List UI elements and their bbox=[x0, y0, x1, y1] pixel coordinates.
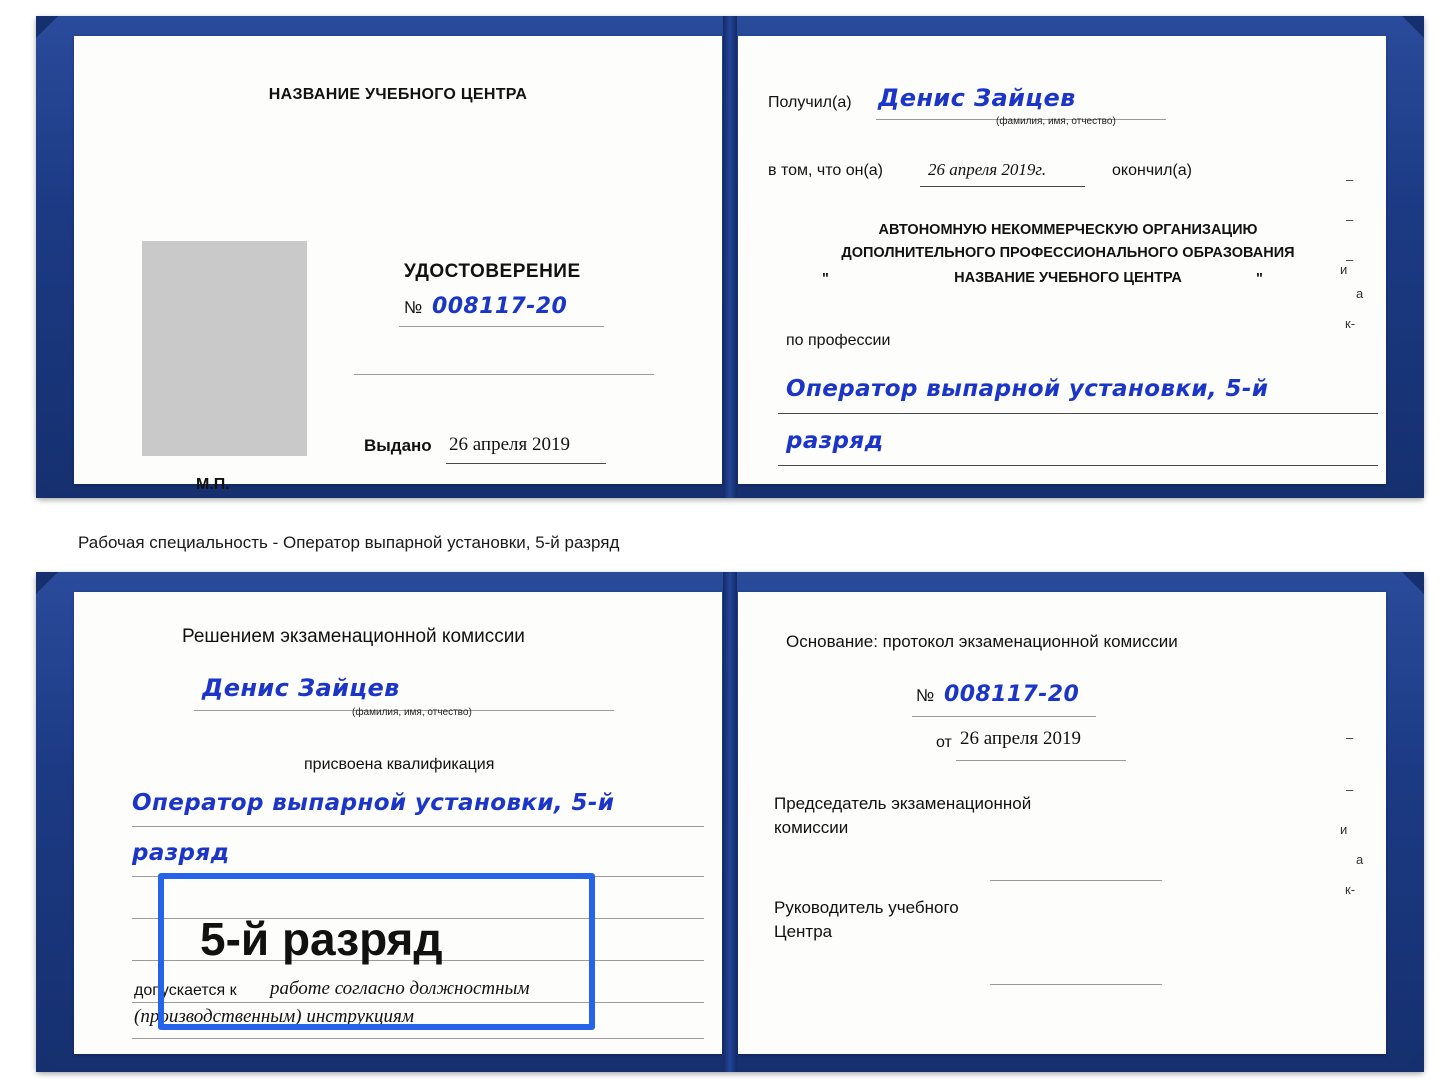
certificate-number-symbol: № bbox=[404, 298, 423, 317]
organization-quote-open: " bbox=[822, 271, 829, 287]
issued-label: Выдано bbox=[364, 436, 432, 455]
edge-mark-top-4: и bbox=[1340, 262, 1348, 277]
protocol-number-symbol: № bbox=[916, 686, 935, 705]
holder-name-hint: (фамилия, имя, отчество) bbox=[352, 707, 472, 718]
certificate-top-book bbox=[36, 16, 1424, 498]
book-corner-bottom-br bbox=[1402, 1050, 1424, 1072]
head-signature-rule bbox=[990, 984, 1162, 985]
book-spine bbox=[723, 16, 737, 498]
highlight-label: 5-й разряд bbox=[200, 913, 443, 965]
certificate-top-left-leaf bbox=[74, 36, 722, 493]
qualification-line-2: разряд bbox=[132, 840, 230, 866]
training-center-header: НАЗВАНИЕ УЧЕБНОГО ЦЕНТРА bbox=[268, 86, 528, 103]
stamp-label: М.П. bbox=[196, 476, 230, 493]
protocol-date-prefix: от bbox=[936, 734, 952, 751]
basis-label: Основание: протокол экзаменационной комиссии bbox=[786, 632, 1178, 651]
book-corner-bottom-bl bbox=[36, 1050, 58, 1072]
edge-mark-bottom-3: и bbox=[1340, 822, 1348, 837]
that-he-label: в том, что он(а) bbox=[768, 162, 883, 179]
protocol-date-value: 26 апреля 2019 bbox=[960, 728, 1082, 749]
blank-rule-1 bbox=[354, 374, 654, 375]
completed-date: 26 апреля 2019г. bbox=[928, 160, 1047, 179]
organization-name: НАЗВАНИЕ УЧЕБНОГО ЦЕНТРА bbox=[954, 270, 1182, 286]
book-corner-tr bbox=[1402, 16, 1424, 38]
book-corner-br bbox=[1402, 476, 1424, 498]
allowed-line-2: (производственным) инструкциям bbox=[134, 1006, 414, 1027]
organization-line-1: АВТОНОМНУЮ НЕКОММЕРЧЕСКУЮ ОРГАНИЗАЦИЮ bbox=[878, 222, 1258, 238]
issued-date: 26 апреля 2019 bbox=[449, 434, 571, 455]
organization-quote-close: " bbox=[1256, 271, 1263, 287]
edge-mark-bottom-4: а bbox=[1356, 852, 1364, 867]
qualification-rule-1 bbox=[132, 826, 704, 827]
completed-date-rule bbox=[920, 186, 1085, 187]
edge-mark-top-6: к- bbox=[1345, 316, 1356, 331]
organization-line-2: ДОПОЛНИТЕЛЬНОГО ПРОФЕССИОНАЛЬНОГО ОБРАЗОВАНИЯ bbox=[841, 245, 1295, 261]
certificate-bottom-right-leaf bbox=[738, 592, 1386, 1054]
edge-mark-top-3: – bbox=[1346, 252, 1354, 267]
profession-rule-1 bbox=[778, 413, 1378, 414]
page-caption: Рабочая специальность - Оператор выпарной установки, 5-й разряд bbox=[78, 533, 620, 552]
profession-line-2: разряд bbox=[786, 428, 884, 454]
edge-mark-top-1: – bbox=[1346, 172, 1354, 187]
head-label-line-2: Центра bbox=[774, 922, 833, 941]
received-name: Денис Зайцев bbox=[878, 84, 1076, 112]
allowed-label: допускается к bbox=[134, 982, 237, 999]
qualification-line-1: Оператор выпарной установки, 5-й bbox=[132, 790, 615, 816]
protocol-number-value: 008117-20 bbox=[944, 682, 1080, 707]
chairman-label-line-1: Председатель экзаменационной bbox=[774, 794, 1032, 813]
certificate-number-rule bbox=[399, 326, 604, 327]
certificate-title: УДОСТОВЕРЕНИЕ bbox=[404, 261, 581, 282]
edge-mark-bottom-2: – bbox=[1346, 782, 1354, 797]
certificate-top-right-leaf bbox=[738, 36, 1386, 484]
book-corner-bottom-tl bbox=[36, 572, 58, 594]
book-corner-bl bbox=[36, 476, 58, 498]
profession-rule-2 bbox=[778, 465, 1378, 466]
edge-mark-bottom-5: к- bbox=[1345, 882, 1356, 897]
profession-label: по профессии bbox=[786, 332, 891, 349]
chairman-label-line-2: комиссии bbox=[774, 818, 849, 837]
profession-line-1: Оператор выпарной установки, 5-й bbox=[786, 376, 1269, 402]
photo-placeholder bbox=[142, 241, 307, 456]
head-label-line-1: Руководитель учебного bbox=[774, 898, 959, 917]
holder-name: Денис Зайцев bbox=[202, 674, 400, 702]
qualification-label: присвоена квалификация bbox=[304, 756, 495, 773]
allowed-line-1: работе согласно должностным bbox=[270, 978, 530, 999]
commission-decision-header: Решением экзаменационной комиссии bbox=[182, 626, 525, 647]
received-label: Получил(а) bbox=[768, 94, 852, 111]
book-spine-bottom bbox=[723, 572, 737, 1072]
blank-rule-b4 bbox=[132, 1038, 704, 1039]
certificate-number-value: 008117-20 bbox=[432, 294, 568, 319]
book-corner-tl bbox=[36, 16, 58, 38]
received-name-hint: (фамилия, имя, отчество) bbox=[996, 116, 1116, 127]
protocol-number-rule bbox=[912, 716, 1096, 717]
edge-mark-top-2: – bbox=[1346, 212, 1354, 227]
chairman-signature-rule bbox=[990, 880, 1162, 881]
edge-mark-top-5: а bbox=[1356, 286, 1364, 301]
protocol-date-rule bbox=[956, 760, 1126, 761]
issued-date-rule bbox=[446, 463, 606, 464]
edge-mark-bottom-1: – bbox=[1346, 730, 1354, 745]
completed-label: окончил(а) bbox=[1112, 162, 1192, 179]
book-corner-bottom-tr bbox=[1402, 572, 1424, 594]
